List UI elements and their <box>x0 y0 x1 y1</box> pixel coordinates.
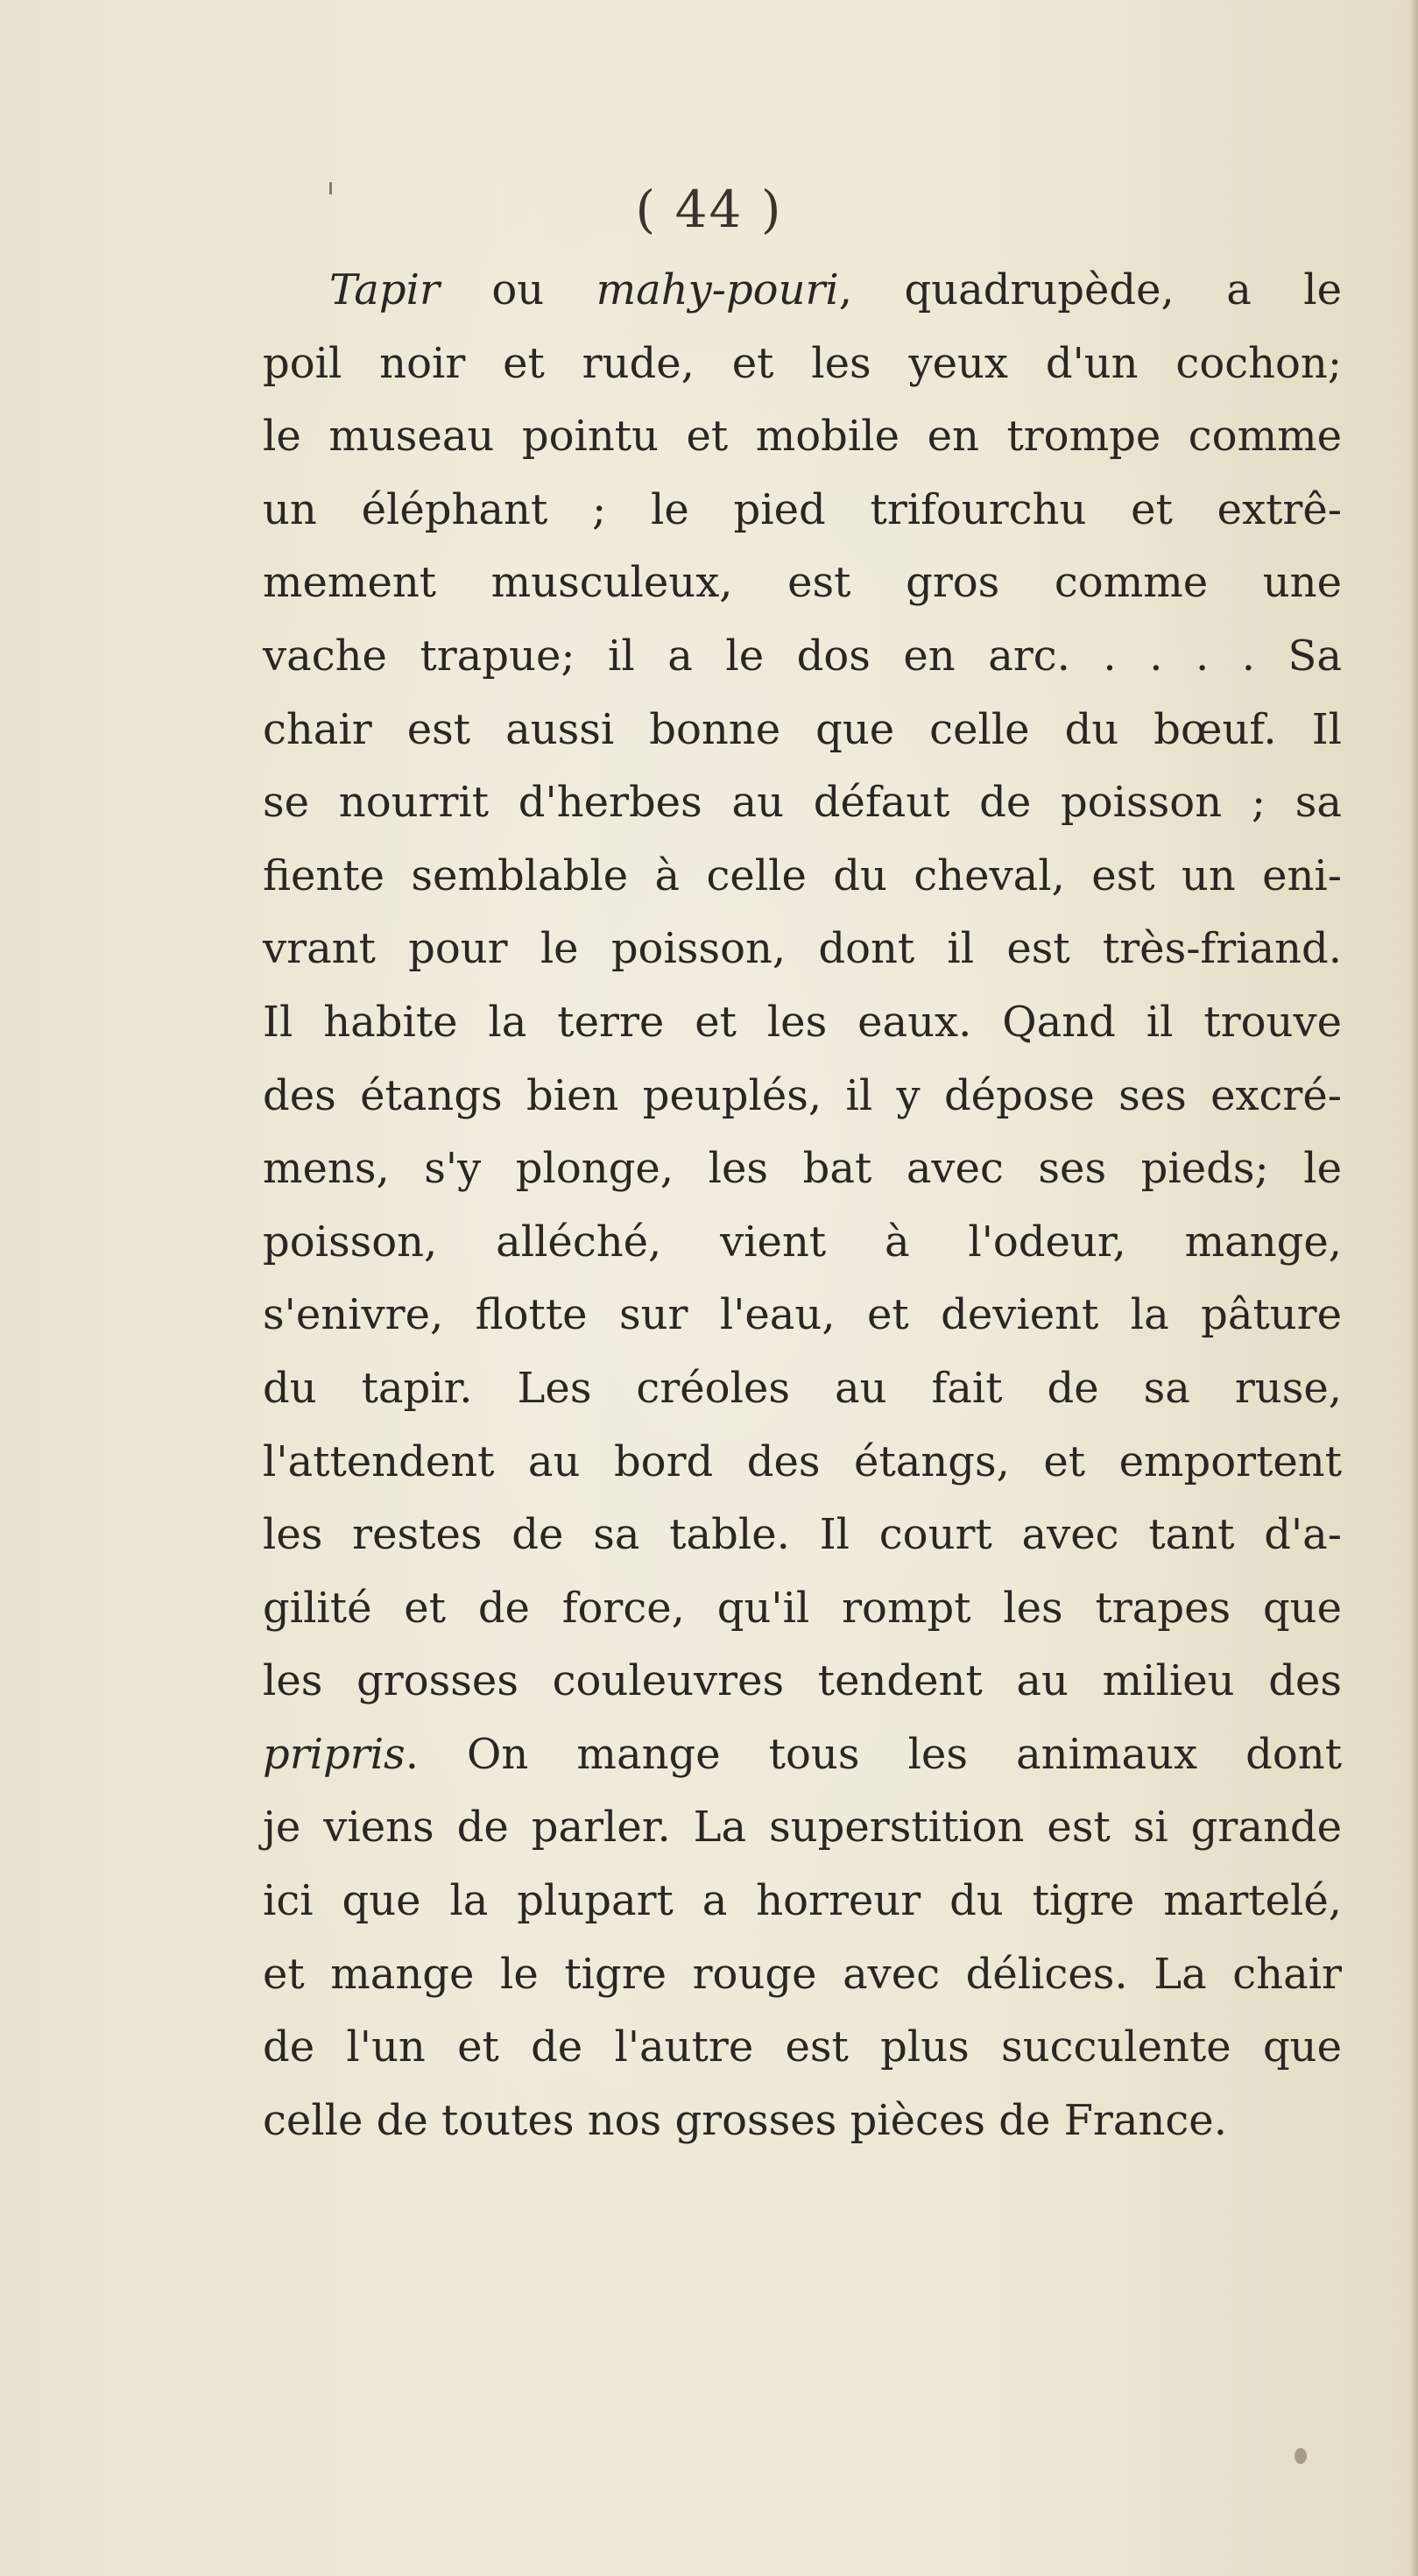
text-line: poil noir et rude, et les yeux d'un cochon; <box>263 338 1342 388</box>
text-line: du tapir. Les créoles au fait de sa ruse, <box>263 1363 1342 1413</box>
italic-term: mahy-pouri <box>596 265 839 314</box>
text-line: mement musculeux, est gros comme une <box>263 558 1342 608</box>
paper-speck <box>1295 2448 1307 2464</box>
text-line: ici que la plupart a horreur du tigre martelé, <box>263 1876 1342 1926</box>
text-line: l'attendent au bord des étangs, et emportent <box>263 1436 1342 1486</box>
italic-term: pripris <box>263 1729 406 1779</box>
text-line: mens, s'y plonge, les bat avec ses pieds; le <box>263 1144 1342 1194</box>
text-line: poisson, alléché, vient à l'odeur, mange, <box>263 1217 1342 1267</box>
text-line: se nourrit d'herbes au défaut de poisson ; sa <box>263 778 1342 828</box>
text-line: s'enivre, flotte sur l'eau, et devient la pâture <box>263 1290 1342 1340</box>
text-line: de l'un et de l'autre est plus succulente que <box>263 2022 1342 2072</box>
text-line: vache trapue; il a le dos en arc. . . . . Sa <box>263 631 1342 681</box>
page-number: ( 44 ) <box>635 180 783 239</box>
page-edge-shadow <box>1409 0 1418 2576</box>
text-line: un éléphant ; le pied trifourchu et extrê- <box>263 484 1342 534</box>
text-line: vrant pour le poisson, dont il est très-friand. <box>263 924 1342 974</box>
text-line: des étangs bien peuplés, il y dépose ses excré- <box>263 1070 1342 1120</box>
body-text <box>263 254 1342 2157</box>
text-line: Il habite la terre et les eaux. Qand il trouve <box>263 997 1342 1047</box>
text-line: le museau pointu et mobile en trompe comme <box>263 412 1342 462</box>
text-line: chair est aussi bonne que celle du bœuf. Il <box>263 704 1342 754</box>
text-line: pripris. On mange tous les animaux dont <box>263 1729 1342 1779</box>
text-line: les grosses couleuvres tendent au milieu des <box>263 1656 1342 1706</box>
text-line: fiente semblable à celle du cheval, est un eni- <box>263 850 1342 900</box>
text-line: je viens de parler. La superstition est si grande <box>263 1803 1342 1853</box>
text-line: gilité et de force, qu'il rompt les trapes que <box>263 1583 1342 1633</box>
text-line: et mange le tigre rouge avec délices. La chair <box>263 1949 1342 1999</box>
text-line: celle de toutes nos grosses pièces de France. <box>263 2095 1227 2145</box>
text-line: Tapir ou mahy-pouri, quadrupède, a le <box>329 265 1342 314</box>
text-line: les restes de sa table. Il court avec tant d'a- <box>263 1510 1342 1560</box>
italic-term: Tapir <box>329 265 440 314</box>
